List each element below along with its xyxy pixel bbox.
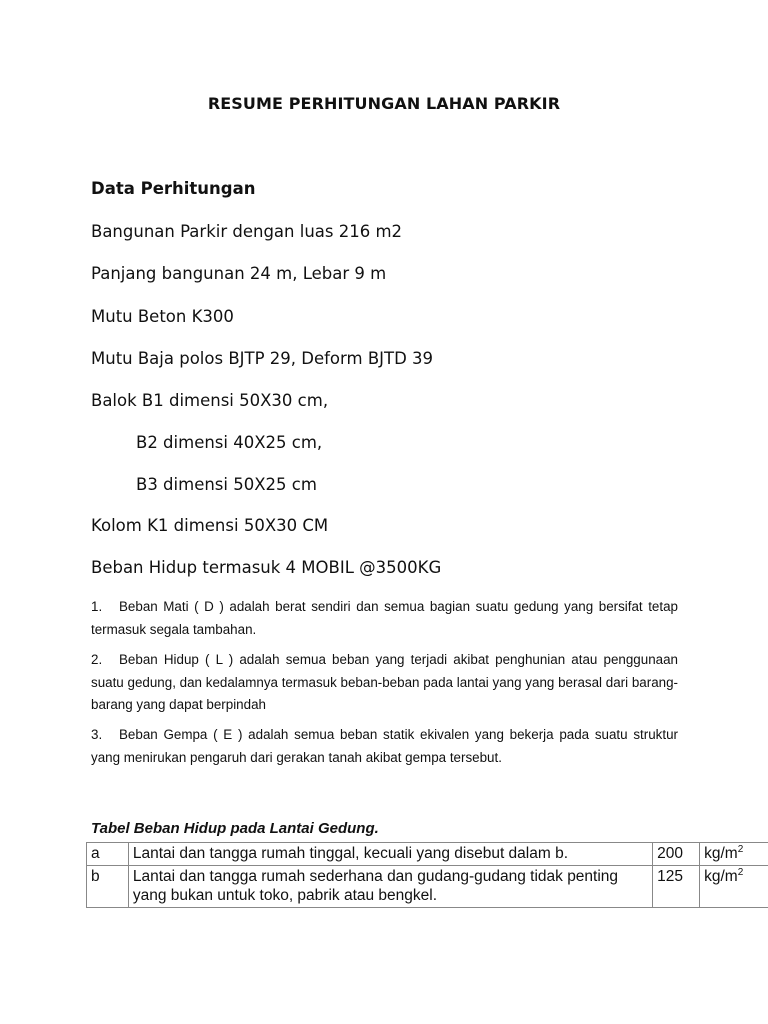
unit-text: kg/m bbox=[704, 845, 738, 862]
live-load-table bbox=[86, 842, 768, 908]
document-title: RESUME PERHITUNGAN LAHAN PARKIR bbox=[207, 94, 561, 113]
row-description: Lantai dan tangga rumah sederhana dan gudang-gudang tidak penting yang bukan untuk toko, pabrik atau bengkel. bbox=[128, 866, 652, 908]
table-row bbox=[87, 843, 768, 866]
table-row bbox=[87, 866, 768, 908]
paragraph-earthquake-load bbox=[91, 724, 678, 769]
unit-superscript: 2 bbox=[737, 866, 744, 878]
paragraph-dead-load bbox=[91, 596, 678, 641]
row-value: 200 bbox=[653, 843, 700, 866]
data-line-concrete: Mutu Beton K300 bbox=[91, 307, 234, 326]
row-code: b bbox=[87, 866, 129, 908]
paragraph-number: 2. bbox=[91, 652, 103, 667]
data-line-beam-b3: B3 dimensi 50X25 cm bbox=[136, 475, 317, 494]
row-value: 125 bbox=[653, 866, 700, 908]
paragraph-text: Beban Hidup ( L ) adalah semua beban yang terjadi akibat penghunian atau penggunaan suatu gedung, dan kedalamnya termasuk beban-beban pada lantai yang yang berasal dari barang-barang yang dapat berpindah bbox=[91, 652, 678, 712]
data-line-dimensions: Panjang bangunan 24 m, Lebar 9 m bbox=[91, 264, 387, 283]
unit-text: kg/m bbox=[704, 868, 738, 885]
paragraph-text: Beban Mati ( D ) adalah berat sendiri dan semua bagian suatu gedung yang bersifat tetap termasuk segala tambahan. bbox=[91, 599, 678, 637]
row-description: Lantai dan tangga rumah tinggal, kecuali yang disebut dalam b. bbox=[128, 843, 652, 866]
row-code: a bbox=[87, 843, 129, 866]
row-unit bbox=[700, 866, 768, 908]
data-line-beam-b2: B2 dimensi 40X25 cm, bbox=[136, 433, 323, 452]
data-line-live-load: Beban Hidup termasuk 4 MOBIL @3500KG bbox=[91, 558, 442, 577]
section-heading: Data Perhitungan bbox=[91, 179, 256, 198]
paragraph-number: 1. bbox=[91, 599, 103, 614]
unit-superscript: 2 bbox=[737, 843, 744, 855]
paragraph-live-load bbox=[91, 649, 678, 717]
data-line-steel: Mutu Baja polos BJTP 29, Deform BJTD 39 bbox=[91, 349, 434, 368]
paragraph-text: Beban Gempa ( E ) adalah semua beban statik ekivalen yang bekerja pada suatu struktur yang menirukan pengaruh dari gerakan tanah akibat gempa tersebut. bbox=[91, 727, 678, 765]
row-unit bbox=[700, 843, 768, 866]
paragraph-number: 3. bbox=[91, 727, 103, 742]
table-caption: Tabel Beban Hidup pada Lantai Gedung. bbox=[91, 820, 379, 837]
data-line-beam-b1: Balok B1 dimensi 50X30 cm, bbox=[91, 391, 329, 410]
data-line-column: Kolom K1 dimensi 50X30 CM bbox=[91, 516, 329, 535]
data-line-area: Bangunan Parkir dengan luas 216 m2 bbox=[91, 222, 403, 241]
